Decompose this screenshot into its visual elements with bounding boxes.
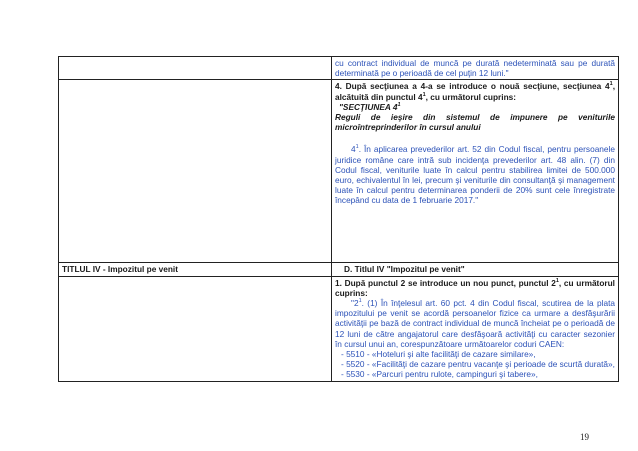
right-cell [332,80,619,263]
table-row [59,57,619,80]
table-row [59,80,619,263]
comparison-table [58,56,619,382]
right-cell [332,57,619,80]
amendment-heading: 1. După punctul 2 se introduce un nou punct, punctul $2^1$, cu următorul cuprins: [335,277,615,298]
section-paragraph: $4^1$. În aplicarea prevederilor art. 52 din Codul fiscal, pentru persoanele juridice române care intră sub incidenţa prevederilor art. 48 alin. (7) din Codul fiscal, veniturile luate în calcul pentru stabilirea limitei de 500.000 euro, echivalentul în lei, precum şi veniturile din consultanţă şi management luate în calcul pentru determinarea ponderii de 20% sunt cele înregistrate începând cu data de 1 februarie 2017." [335,144,615,206]
title-iv-label: TITLUL IV - Impozitul pe venit [59,263,332,276]
left-cell [59,276,332,381]
caen-list-item: - 5510 - «Hoteluri şi alte facilităţi de cazare similare», [341,349,536,360]
left-cell [59,57,332,80]
table-row [59,263,619,276]
table-row [59,276,619,381]
caen-list-item: - 5530 - «Parcuri pentru rulote, campinguri şi tabere», [341,369,538,380]
left-cell [59,80,332,263]
amendment-text-blue: cu contract individual de muncă pe durată nedeterminată sau pe durată determinată pe o perioadă de cel puţin 12 luni." [335,58,615,79]
right-cell [332,276,619,381]
caen-list-item: - 5520 - «Facilităţi de cazare pentru vacanţe şi perioade de scurtă durată», [341,359,615,370]
title-iv-heading: D. Titlul IV "Impozitul pe venit" [332,263,619,276]
amendment-heading: 4. După secţiunea a 4-a se introduce o nouă secţiune, secţiunea $4^1$, alcătuită din punctul $4^1$, cu următorul cuprins: [335,81,615,102]
section-subtitle: Reguli de ieşire din sistemul de impunere pe veniturile microîntreprinderilor în cursul anului [335,112,615,133]
section-paragraph: "$2^1$. (1) În înţelesul art. 60 pct. 4 din Codul fiscal, scutirea de la plata impozitului pe venit se acordă persoanelor fizice ca urmare a desfăşurării activităţii pe bază de contract individual de muncă încheiat pe o perioadă de 12 luni de către angajatorul care desfăşoară activităţi cu caracter sezonier în cursul unui an, corespunzătoare următoarelor coduri CAEN: [335,298,615,349]
page-number: 19 [580,432,589,442]
section-title: "SECŢIUNEA $4^1$ [339,101,401,112]
